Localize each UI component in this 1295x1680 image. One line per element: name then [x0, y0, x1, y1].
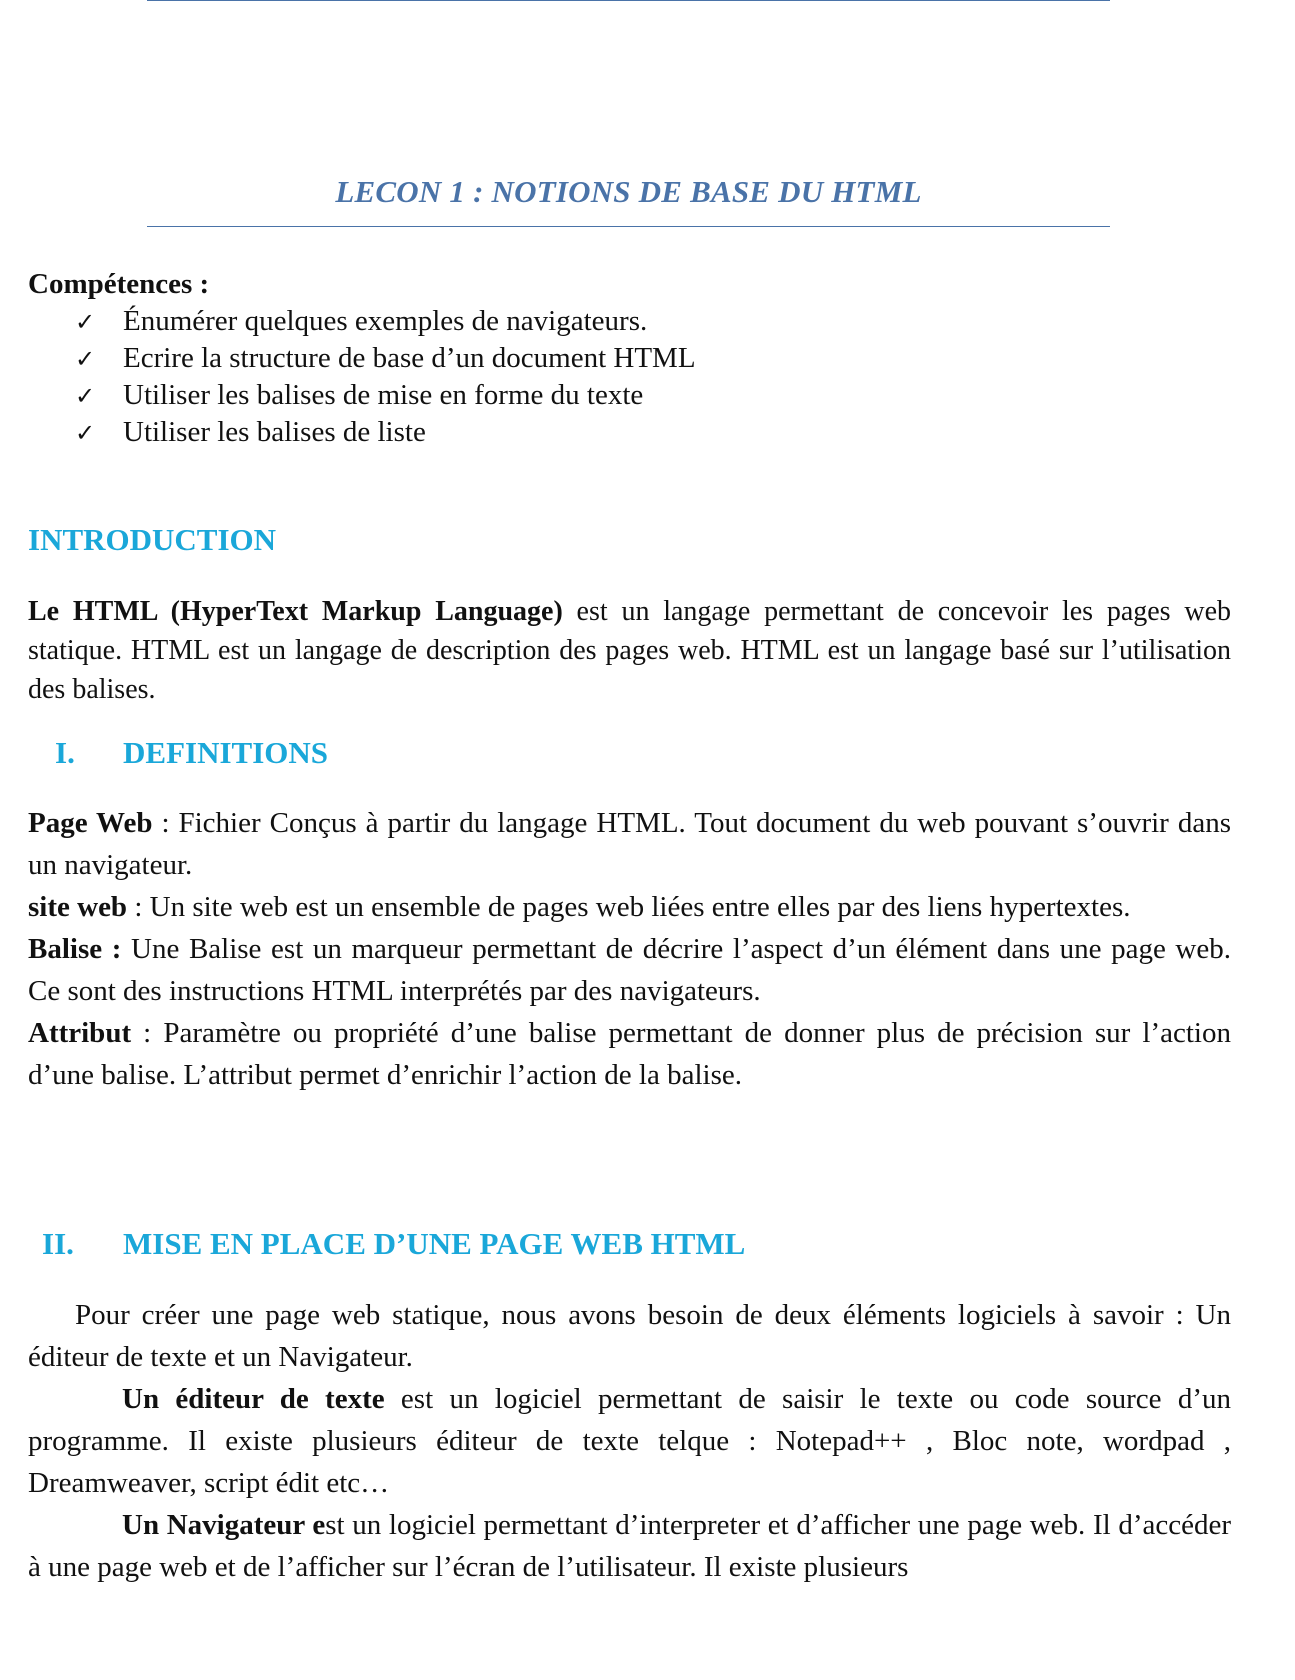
check-icon: ✓	[75, 308, 96, 336]
skill-text: Utiliser les balises de liste	[123, 416, 426, 448]
skill-item	[75, 377, 696, 414]
definition-separator: :	[152, 807, 179, 839]
introduction-heading: INTRODUCTION	[28, 522, 277, 557]
skill-text: Énumérer quelques exemples de navigateurs.	[123, 305, 648, 337]
definition-separator	[121, 933, 131, 965]
definition-separator: :	[127, 891, 150, 923]
definition-item	[28, 1012, 1231, 1096]
skills-list	[75, 303, 696, 451]
definition-term: site web	[28, 891, 128, 923]
definition-term: Attribut	[28, 1017, 132, 1049]
introduction-paragraph	[28, 592, 1231, 709]
definition-text: Fichier Conçus à partir du langage HTML. Tout document du web pouvant s’ouvrir dans un navigateur.	[28, 807, 1231, 881]
skill-item	[75, 414, 696, 451]
definitions-heading	[55, 735, 328, 771]
editor-text: est un logiciel permettant de saisir le texte ou code source d’un programme. Il existe plusieurs éditeur de texte telque : Notepad++ , Bloc note, wordpad , Dreamweaver, script édit etc…	[28, 1383, 1231, 1499]
definition-item	[28, 802, 1231, 886]
editor-term: Un éditeur de texte	[122, 1383, 385, 1415]
title-underline	[147, 226, 1110, 227]
browser-paragraph	[28, 1504, 1231, 1588]
section-number: I.	[55, 735, 75, 770]
browser-text: st un logiciel permettant d’interpreter et d’afficher une page web. Il d’accéder à une page web et de l’afficher sur l’écran de l’utilisateur. Il existe plusieurs	[28, 1509, 1231, 1583]
skill-text: Ecrire la structure de base d’un document HTML	[123, 342, 696, 374]
editor-paragraph	[28, 1378, 1231, 1504]
definition-item	[28, 886, 1231, 928]
skills-heading: Compétences :	[28, 268, 210, 300]
section-number: II.	[42, 1226, 74, 1261]
skill-item	[75, 303, 696, 340]
setup-paragraph: Pour créer une page web statique, nous avons besoin de deux éléments logiciels à savoir : Un éditeur de texte et un Navigateur.	[28, 1299, 1231, 1373]
section-title: MISE EN PLACE D’UNE PAGE WEB HTML	[123, 1226, 746, 1261]
skill-text: Utiliser les balises de mise en forme du texte	[123, 379, 644, 411]
definition-text: Une Balise est un marqueur permettant de décrire l’aspect d’un élément dans une page web. Ce sont des instructions HTML interprétés par des navigateurs.	[28, 933, 1231, 1007]
setup-heading	[42, 1226, 745, 1262]
definitions-block	[28, 802, 1231, 1096]
check-icon: ✓	[75, 382, 96, 410]
top-rule	[147, 0, 1110, 1]
definition-item	[28, 928, 1231, 1012]
lesson-title: LECON 1 : NOTIONS DE BASE DU HTML	[335, 174, 922, 209]
introduction-text: est un langage permettant de concevoir les pages web statique. HTML est un langage de description des pages web. HTML est un langage basé sur l’utilisation des balises.	[28, 596, 1231, 705]
introduction-term: Le HTML (HyperText Markup Language)	[28, 596, 563, 627]
setup-block	[28, 1294, 1231, 1588]
check-icon: ✓	[75, 419, 96, 447]
section-title: DEFINITIONS	[123, 735, 328, 770]
skill-item	[75, 340, 696, 377]
definition-term: Balise :	[28, 933, 122, 965]
definition-term: Page Web	[28, 807, 153, 839]
definition-separator: :	[131, 1017, 164, 1049]
browser-term: Un Navigateur e	[122, 1509, 326, 1541]
definition-text: Un site web est un ensemble de pages web liées entre elles par des liens hypertextes.	[149, 891, 1131, 923]
definition-text: Paramètre ou propriété d’une balise permettant de donner plus de précision sur l’action d’une balise. L’attribut permet d’enrichir l’action de la balise.	[28, 1017, 1231, 1091]
check-icon: ✓	[75, 345, 96, 373]
